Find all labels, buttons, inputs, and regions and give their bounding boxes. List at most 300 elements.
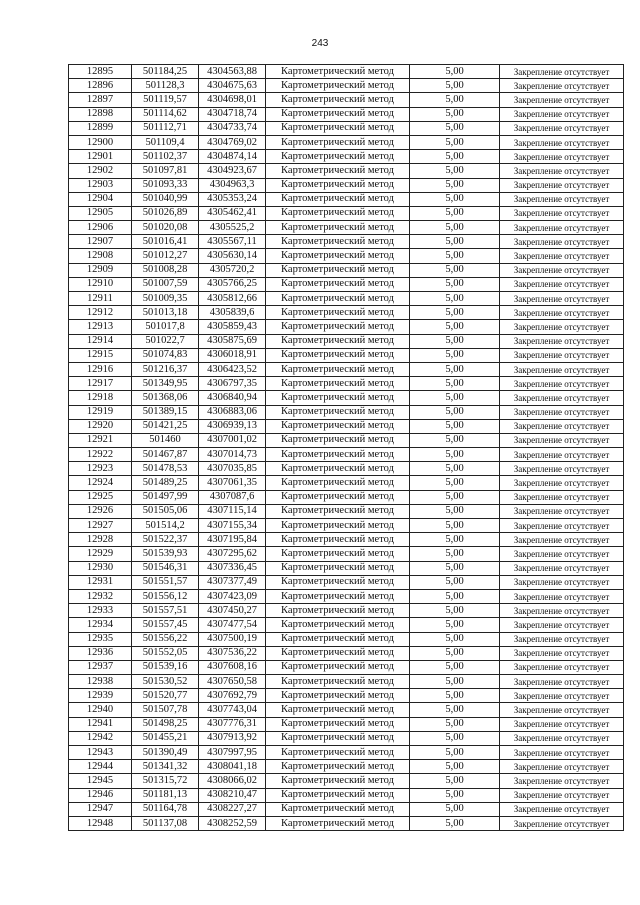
accuracy-cell: 5,00: [410, 717, 500, 731]
accuracy-cell: 5,00: [410, 419, 500, 433]
x-coordinate-cell: 501520,77: [132, 689, 199, 703]
status-cell: Закрепление отсутствует: [500, 802, 624, 816]
table-row: [69, 731, 624, 745]
point-number-cell: 12908: [69, 249, 132, 263]
x-coordinate-cell: 501507,78: [132, 703, 199, 717]
table-row: [69, 377, 624, 391]
status-cell: Закрепление отсутствует: [500, 206, 624, 220]
y-coordinate-cell: 4307776,31: [199, 717, 266, 731]
point-number-cell: 12924: [69, 476, 132, 490]
y-coordinate-cell: 4308041,18: [199, 760, 266, 774]
accuracy-cell: 5,00: [410, 760, 500, 774]
y-coordinate-cell: 4307500,19: [199, 632, 266, 646]
x-coordinate-cell: 501455,21: [132, 731, 199, 745]
accuracy-cell: 5,00: [410, 221, 500, 235]
table-row: [69, 362, 624, 376]
method-cell: Картометрический метод: [266, 433, 410, 447]
table-row: [69, 689, 624, 703]
status-cell: Закрепление отсутствует: [500, 589, 624, 603]
x-coordinate-cell: 501164,78: [132, 802, 199, 816]
table-row: [69, 249, 624, 263]
method-cell: Картометрический метод: [266, 277, 410, 291]
table-row: [69, 746, 624, 760]
accuracy-cell: 5,00: [410, 519, 500, 533]
x-coordinate-cell: 501497,99: [132, 490, 199, 504]
point-number-cell: 12915: [69, 348, 132, 362]
status-cell: Закрепление отсутствует: [500, 263, 624, 277]
method-cell: Картометрический метод: [266, 689, 410, 703]
point-number-cell: 12912: [69, 306, 132, 320]
method-cell: Картометрический метод: [266, 320, 410, 334]
status-cell: Закрепление отсутствует: [500, 121, 624, 135]
status-cell: Закрепление отсутствует: [500, 575, 624, 589]
point-number-cell: 12904: [69, 192, 132, 206]
method-cell: Картометрический метод: [266, 660, 410, 674]
y-coordinate-cell: 4304923,67: [199, 164, 266, 178]
x-coordinate-cell: 501551,57: [132, 575, 199, 589]
point-number-cell: 12916: [69, 362, 132, 376]
accuracy-cell: 5,00: [410, 660, 500, 674]
point-number-cell: 12898: [69, 107, 132, 121]
point-number-cell: 12928: [69, 533, 132, 547]
y-coordinate-cell: 4305839,6: [199, 306, 266, 320]
status-cell: Закрепление отсутствует: [500, 774, 624, 788]
table-row: [69, 263, 624, 277]
status-cell: Закрепление отсутствует: [500, 703, 624, 717]
table-row: [69, 788, 624, 802]
accuracy-cell: 5,00: [410, 533, 500, 547]
point-number-cell: 12896: [69, 79, 132, 93]
y-coordinate-cell: 4307450,27: [199, 604, 266, 618]
method-cell: Картометрический метод: [266, 646, 410, 660]
accuracy-cell: 5,00: [410, 490, 500, 504]
point-number-cell: 12902: [69, 164, 132, 178]
accuracy-cell: 5,00: [410, 277, 500, 291]
method-cell: Картометрический метод: [266, 802, 410, 816]
table-row: [69, 348, 624, 362]
method-cell: Картометрический метод: [266, 334, 410, 348]
method-cell: Картометрический метод: [266, 206, 410, 220]
status-cell: Закрепление отсутствует: [500, 150, 624, 164]
accuracy-cell: 5,00: [410, 689, 500, 703]
x-coordinate-cell: 501368,06: [132, 391, 199, 405]
accuracy-cell: 5,00: [410, 391, 500, 405]
table-row: [69, 121, 624, 135]
accuracy-cell: 5,00: [410, 377, 500, 391]
accuracy-cell: 5,00: [410, 462, 500, 476]
point-number-cell: 12933: [69, 604, 132, 618]
y-coordinate-cell: 4307692,79: [199, 689, 266, 703]
x-coordinate-cell: 501539,93: [132, 547, 199, 561]
point-number-cell: 12899: [69, 121, 132, 135]
table-row: [69, 235, 624, 249]
x-coordinate-cell: 501341,32: [132, 760, 199, 774]
x-coordinate-cell: 501112,71: [132, 121, 199, 135]
status-cell: Закрепление отсутствует: [500, 192, 624, 206]
x-coordinate-cell: 501128,3: [132, 79, 199, 93]
x-coordinate-cell: 501315,72: [132, 774, 199, 788]
status-cell: Закрепление отсутствует: [500, 561, 624, 575]
y-coordinate-cell: 4305567,11: [199, 235, 266, 249]
method-cell: Картометрический метод: [266, 135, 410, 149]
table-row: [69, 206, 624, 220]
point-number-cell: 12942: [69, 731, 132, 745]
point-number-cell: 12907: [69, 235, 132, 249]
accuracy-cell: 5,00: [410, 362, 500, 376]
coordinates-table: [68, 64, 624, 831]
accuracy-cell: 5,00: [410, 263, 500, 277]
status-cell: Закрепление отсутствует: [500, 405, 624, 419]
point-number-cell: 12925: [69, 490, 132, 504]
table-row: [69, 618, 624, 632]
x-coordinate-cell: 501556,22: [132, 632, 199, 646]
y-coordinate-cell: 4306797,35: [199, 377, 266, 391]
accuracy-cell: 5,00: [410, 249, 500, 263]
method-cell: Картометрический метод: [266, 760, 410, 774]
accuracy-cell: 5,00: [410, 802, 500, 816]
accuracy-cell: 5,00: [410, 646, 500, 660]
method-cell: Картометрический метод: [266, 632, 410, 646]
method-cell: Картометрический метод: [266, 547, 410, 561]
y-coordinate-cell: 4307536,22: [199, 646, 266, 660]
accuracy-cell: 5,00: [410, 206, 500, 220]
y-coordinate-cell: 4306939,13: [199, 419, 266, 433]
y-coordinate-cell: 4307377,49: [199, 575, 266, 589]
point-number-cell: 12935: [69, 632, 132, 646]
x-coordinate-cell: 501119,57: [132, 93, 199, 107]
x-coordinate-cell: 501007,59: [132, 277, 199, 291]
table-row: [69, 135, 624, 149]
y-coordinate-cell: 4307913,92: [199, 731, 266, 745]
point-number-cell: 12938: [69, 675, 132, 689]
x-coordinate-cell: 501349,95: [132, 377, 199, 391]
accuracy-cell: 5,00: [410, 774, 500, 788]
method-cell: Картометрический метод: [266, 448, 410, 462]
accuracy-cell: 5,00: [410, 433, 500, 447]
x-coordinate-cell: 501557,51: [132, 604, 199, 618]
point-number-cell: 12944: [69, 760, 132, 774]
accuracy-cell: 5,00: [410, 164, 500, 178]
point-number-cell: 12948: [69, 816, 132, 830]
accuracy-cell: 5,00: [410, 675, 500, 689]
x-coordinate-cell: 501008,28: [132, 263, 199, 277]
x-coordinate-cell: 501114,62: [132, 107, 199, 121]
point-number-cell: 12919: [69, 405, 132, 419]
y-coordinate-cell: 4304718,74: [199, 107, 266, 121]
y-coordinate-cell: 4304963,3: [199, 178, 266, 192]
point-number-cell: 12903: [69, 178, 132, 192]
status-cell: Закрепление отсутствует: [500, 277, 624, 291]
method-cell: Картометрический метод: [266, 292, 410, 306]
point-number-cell: 12909: [69, 263, 132, 277]
method-cell: Картометрический метод: [266, 249, 410, 263]
y-coordinate-cell: 4307115,14: [199, 504, 266, 518]
status-cell: Закрепление отсутствует: [500, 504, 624, 518]
status-cell: Закрепление отсутствует: [500, 107, 624, 121]
y-coordinate-cell: 4306840,94: [199, 391, 266, 405]
y-coordinate-cell: 4304733,74: [199, 121, 266, 135]
x-coordinate-cell: 501389,15: [132, 405, 199, 419]
y-coordinate-cell: 4305462,41: [199, 206, 266, 220]
x-coordinate-cell: 501137,08: [132, 816, 199, 830]
status-cell: Закрепление отсутствует: [500, 717, 624, 731]
status-cell: Закрепление отсутствует: [500, 760, 624, 774]
y-coordinate-cell: 4308252,59: [199, 816, 266, 830]
x-coordinate-cell: 501093,33: [132, 178, 199, 192]
status-cell: Закрепление отсутствует: [500, 93, 624, 107]
x-coordinate-cell: 501390,49: [132, 746, 199, 760]
method-cell: Картометрический метод: [266, 575, 410, 589]
x-coordinate-cell: 501522,37: [132, 533, 199, 547]
table-row: [69, 320, 624, 334]
x-coordinate-cell: 501022,7: [132, 334, 199, 348]
point-number-cell: 12926: [69, 504, 132, 518]
table-row: [69, 150, 624, 164]
status-cell: Закрепление отсутствует: [500, 816, 624, 830]
x-coordinate-cell: 501016,41: [132, 235, 199, 249]
method-cell: Картометрический метод: [266, 589, 410, 603]
method-cell: Картометрический метод: [266, 221, 410, 235]
method-cell: Картометрический метод: [266, 504, 410, 518]
y-coordinate-cell: 4307061,35: [199, 476, 266, 490]
status-cell: Закрепление отсутствует: [500, 604, 624, 618]
table-row: [69, 816, 624, 830]
method-cell: Картометрический метод: [266, 717, 410, 731]
x-coordinate-cell: 501478,53: [132, 462, 199, 476]
x-coordinate-cell: 501040,99: [132, 192, 199, 206]
accuracy-cell: 5,00: [410, 93, 500, 107]
method-cell: Картометрический метод: [266, 348, 410, 362]
status-cell: Закрепление отсутствует: [500, 391, 624, 405]
accuracy-cell: 5,00: [410, 575, 500, 589]
method-cell: Картометрический метод: [266, 164, 410, 178]
table-row: [69, 65, 624, 79]
table-row: [69, 221, 624, 235]
status-cell: Закрепление отсутствует: [500, 334, 624, 348]
method-cell: Картометрический метод: [266, 519, 410, 533]
y-coordinate-cell: 4304563,88: [199, 65, 266, 79]
point-number-cell: 12913: [69, 320, 132, 334]
table-row: [69, 717, 624, 731]
table-row: [69, 561, 624, 575]
method-cell: Картометрический метод: [266, 419, 410, 433]
table-row: [69, 476, 624, 490]
table-row: [69, 462, 624, 476]
table-row: [69, 519, 624, 533]
point-number-cell: 12897: [69, 93, 132, 107]
accuracy-cell: 5,00: [410, 79, 500, 93]
status-cell: Закрепление отсутствует: [500, 433, 624, 447]
method-cell: Картометрический метод: [266, 306, 410, 320]
status-cell: Закрепление отсутствует: [500, 164, 624, 178]
accuracy-cell: 5,00: [410, 192, 500, 206]
x-coordinate-cell: 501216,37: [132, 362, 199, 376]
y-coordinate-cell: 4306423,52: [199, 362, 266, 376]
y-coordinate-cell: 4304675,63: [199, 79, 266, 93]
accuracy-cell: 5,00: [410, 589, 500, 603]
accuracy-cell: 5,00: [410, 604, 500, 618]
point-number-cell: 12934: [69, 618, 132, 632]
point-number-cell: 12927: [69, 519, 132, 533]
accuracy-cell: 5,00: [410, 618, 500, 632]
status-cell: Закрепление отсутствует: [500, 547, 624, 561]
table-row: [69, 448, 624, 462]
accuracy-cell: 5,00: [410, 547, 500, 561]
method-cell: Картометрический метод: [266, 107, 410, 121]
table-row: [69, 192, 624, 206]
x-coordinate-cell: 501109,4: [132, 135, 199, 149]
x-coordinate-cell: 501009,35: [132, 292, 199, 306]
status-cell: Закрепление отсутствует: [500, 419, 624, 433]
x-coordinate-cell: 501557,45: [132, 618, 199, 632]
y-coordinate-cell: 4307997,95: [199, 746, 266, 760]
method-cell: Картометрический метод: [266, 93, 410, 107]
x-coordinate-cell: 501546,31: [132, 561, 199, 575]
table-row: [69, 774, 624, 788]
point-number-cell: 12900: [69, 135, 132, 149]
accuracy-cell: 5,00: [410, 334, 500, 348]
status-cell: Закрепление отсутствует: [500, 135, 624, 149]
accuracy-cell: 5,00: [410, 65, 500, 79]
x-coordinate-cell: 501074,83: [132, 348, 199, 362]
table-row: [69, 93, 624, 107]
status-cell: Закрепление отсутствует: [500, 632, 624, 646]
accuracy-cell: 5,00: [410, 306, 500, 320]
x-coordinate-cell: 501013,18: [132, 306, 199, 320]
point-number-cell: 12911: [69, 292, 132, 306]
table-row: [69, 660, 624, 674]
y-coordinate-cell: 4305859,43: [199, 320, 266, 334]
status-cell: Закрепление отсутствует: [500, 221, 624, 235]
status-cell: Закрепление отсутствует: [500, 249, 624, 263]
y-coordinate-cell: 4307650,58: [199, 675, 266, 689]
table-row: [69, 760, 624, 774]
table-row: [69, 490, 624, 504]
point-number-cell: 12922: [69, 448, 132, 462]
method-cell: Картометрический метод: [266, 561, 410, 575]
y-coordinate-cell: 4305766,25: [199, 277, 266, 291]
table-row: [69, 675, 624, 689]
point-number-cell: 12930: [69, 561, 132, 575]
x-coordinate-cell: 501530,52: [132, 675, 199, 689]
y-coordinate-cell: 4307155,34: [199, 519, 266, 533]
x-coordinate-cell: 501505,06: [132, 504, 199, 518]
point-number-cell: 12918: [69, 391, 132, 405]
y-coordinate-cell: 4307477,54: [199, 618, 266, 632]
method-cell: Картометрический метод: [266, 774, 410, 788]
y-coordinate-cell: 4305812,66: [199, 292, 266, 306]
status-cell: Закрепление отсутствует: [500, 362, 624, 376]
x-coordinate-cell: 501102,37: [132, 150, 199, 164]
y-coordinate-cell: 4307608,16: [199, 660, 266, 674]
y-coordinate-cell: 4305525,2: [199, 221, 266, 235]
point-number-cell: 12901: [69, 150, 132, 164]
y-coordinate-cell: 4307087,6: [199, 490, 266, 504]
y-coordinate-cell: 4307001,02: [199, 433, 266, 447]
status-cell: Закрепление отсутствует: [500, 476, 624, 490]
point-number-cell: 12943: [69, 746, 132, 760]
point-number-cell: 12947: [69, 802, 132, 816]
method-cell: Картометрический метод: [266, 533, 410, 547]
y-coordinate-cell: 4306883,06: [199, 405, 266, 419]
method-cell: Картометрический метод: [266, 263, 410, 277]
accuracy-cell: 5,00: [410, 448, 500, 462]
method-cell: Картометрический метод: [266, 604, 410, 618]
table-row: [69, 306, 624, 320]
point-number-cell: 12945: [69, 774, 132, 788]
accuracy-cell: 5,00: [410, 731, 500, 745]
point-number-cell: 12895: [69, 65, 132, 79]
table-row: [69, 547, 624, 561]
table-row: [69, 419, 624, 433]
table-row: [69, 646, 624, 660]
status-cell: Закрепление отсутствует: [500, 292, 624, 306]
table-row: [69, 504, 624, 518]
table-row: [69, 334, 624, 348]
x-coordinate-cell: 501514,2: [132, 519, 199, 533]
accuracy-cell: 5,00: [410, 561, 500, 575]
page-number: 243: [311, 38, 329, 49]
status-cell: Закрепление отсутствует: [500, 646, 624, 660]
method-cell: Картометрический метод: [266, 178, 410, 192]
y-coordinate-cell: 4304698,01: [199, 93, 266, 107]
status-cell: Закрепление отсутствует: [500, 490, 624, 504]
table-row: [69, 79, 624, 93]
status-cell: Закрепление отсутствует: [500, 65, 624, 79]
x-coordinate-cell: 501020,08: [132, 221, 199, 235]
accuracy-cell: 5,00: [410, 135, 500, 149]
y-coordinate-cell: 4307295,62: [199, 547, 266, 561]
method-cell: Картометрический метод: [266, 377, 410, 391]
table-row: [69, 292, 624, 306]
status-cell: Закрепление отсутствует: [500, 660, 624, 674]
accuracy-cell: 5,00: [410, 816, 500, 830]
accuracy-cell: 5,00: [410, 107, 500, 121]
x-coordinate-cell: 501539,16: [132, 660, 199, 674]
method-cell: Картометрический метод: [266, 618, 410, 632]
table-row: [69, 632, 624, 646]
table-row: [69, 391, 624, 405]
accuracy-cell: 5,00: [410, 348, 500, 362]
table-row: [69, 575, 624, 589]
method-cell: Картометрический метод: [266, 121, 410, 135]
y-coordinate-cell: 4304874,14: [199, 150, 266, 164]
table-row: [69, 533, 624, 547]
x-coordinate-cell: 501489,25: [132, 476, 199, 490]
point-number-cell: 12939: [69, 689, 132, 703]
y-coordinate-cell: 4307743,04: [199, 703, 266, 717]
x-coordinate-cell: 501498,25: [132, 717, 199, 731]
y-coordinate-cell: 4307195,84: [199, 533, 266, 547]
x-coordinate-cell: 501181,13: [132, 788, 199, 802]
x-coordinate-cell: 501552,05: [132, 646, 199, 660]
y-coordinate-cell: 4305353,24: [199, 192, 266, 206]
accuracy-cell: 5,00: [410, 703, 500, 717]
table-row: [69, 703, 624, 717]
table-row: [69, 164, 624, 178]
method-cell: Картометрический метод: [266, 79, 410, 93]
point-number-cell: 12941: [69, 717, 132, 731]
point-number-cell: 12906: [69, 221, 132, 235]
point-number-cell: 12914: [69, 334, 132, 348]
method-cell: Картометрический метод: [266, 405, 410, 419]
x-coordinate-cell: 501184,25: [132, 65, 199, 79]
table-row: [69, 604, 624, 618]
method-cell: Картометрический метод: [266, 703, 410, 717]
status-cell: Закрепление отсутствует: [500, 519, 624, 533]
status-cell: Закрепление отсутствует: [500, 178, 624, 192]
point-number-cell: 12923: [69, 462, 132, 476]
